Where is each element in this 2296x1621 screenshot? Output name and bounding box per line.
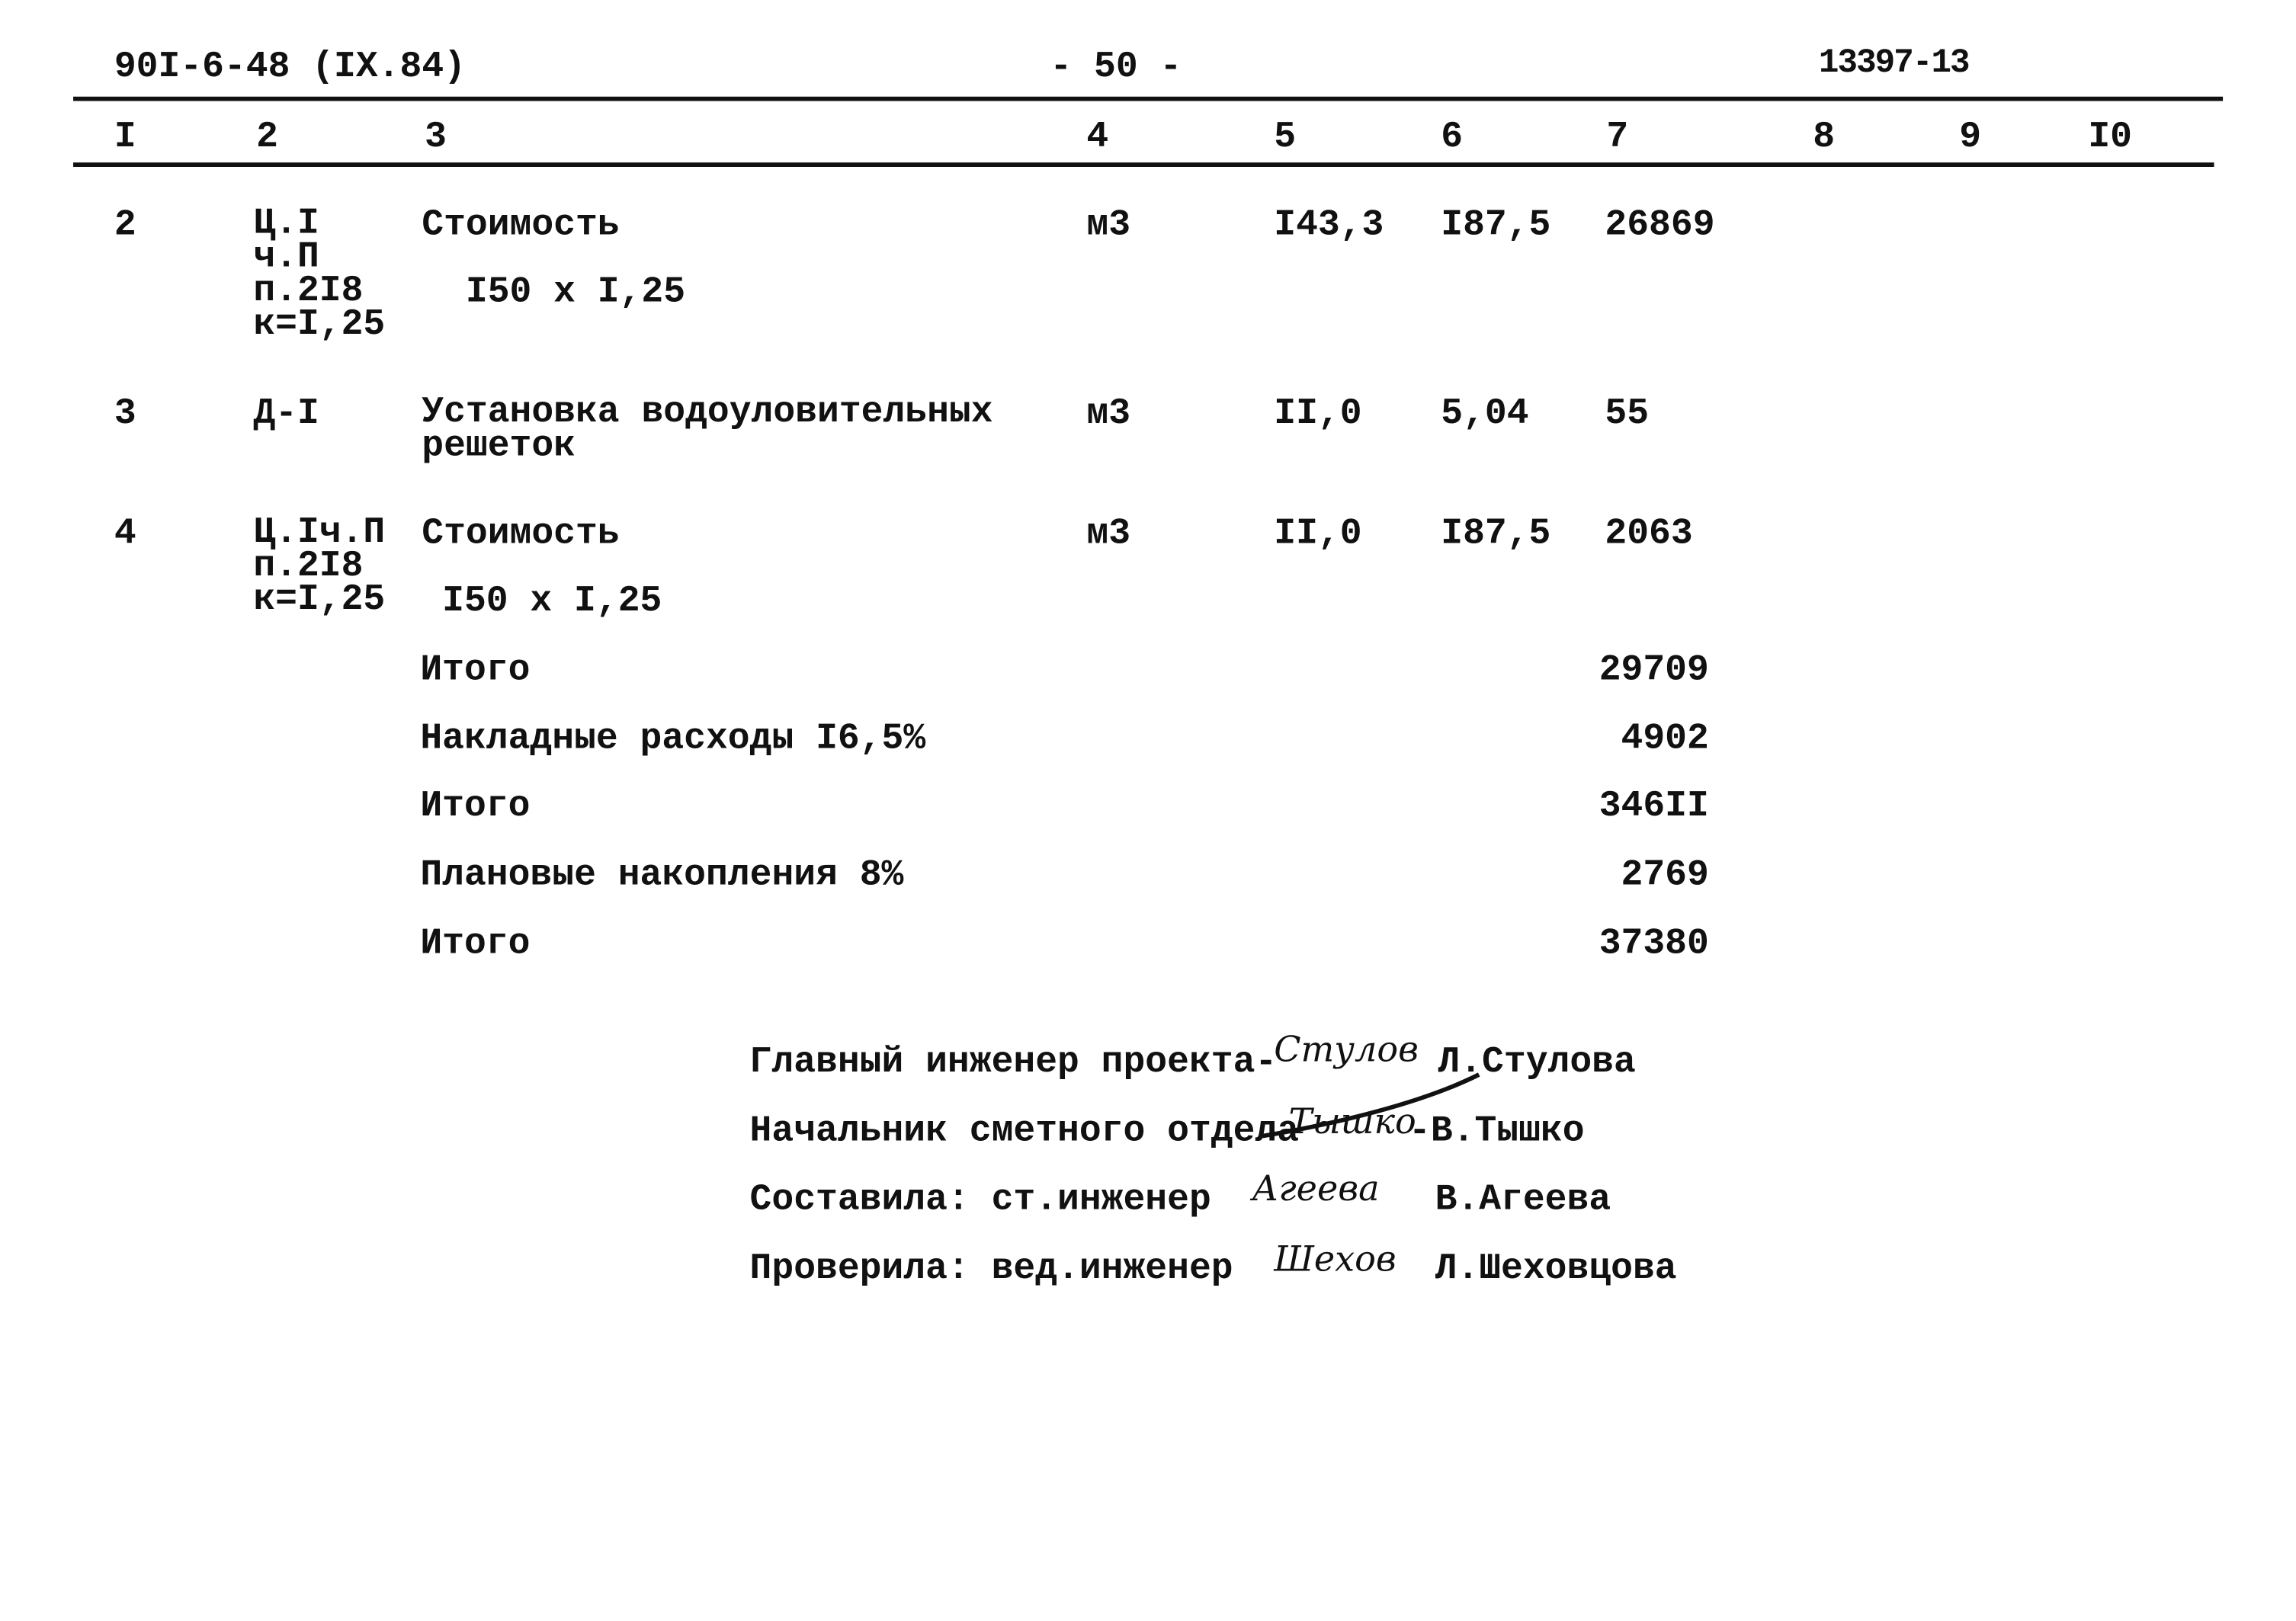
item-name — [422, 390, 993, 467]
row-number: 4 — [114, 512, 136, 556]
ref-line: к=I,25 — [253, 303, 386, 346]
totals-value: 4902 — [1621, 717, 1709, 760]
signer-role: Составила: ст.инженер — [749, 1178, 1211, 1222]
row-number: 2 — [114, 203, 136, 246]
total-cost: 2063 — [1605, 512, 1693, 556]
column-header: 7 — [1606, 115, 1629, 159]
unit: м3 — [1086, 512, 1131, 556]
ref-line: к=I,25 — [253, 578, 386, 621]
row-number: 3 — [114, 392, 136, 435]
handwritten-signature: Шехов — [1274, 1238, 1397, 1280]
column-header: 4 — [1086, 115, 1109, 159]
totals-label: Итого — [420, 784, 531, 828]
totals-value: 37380 — [1599, 922, 1709, 965]
price-reference — [253, 511, 386, 621]
doc-code: 90I-6-48 (IX.84) — [114, 45, 466, 88]
signer-role: Начальник сметного отдела — [749, 1110, 1300, 1152]
header-rule — [73, 162, 2214, 167]
signer-name: Л.Стулова — [1438, 1040, 1636, 1084]
signer-role: Проверила: вед.инженер — [749, 1247, 1233, 1290]
total-cost: 26869 — [1605, 203, 1715, 246]
column-header: I0 — [2088, 115, 2133, 159]
quantity: I43,3 — [1274, 203, 1384, 246]
ref-line: Ц.Iч.П — [253, 511, 386, 554]
quantity: II,0 — [1274, 512, 1362, 556]
column-header: 9 — [1959, 115, 1982, 159]
total-cost: 55 — [1605, 392, 1650, 435]
item-formula: I50 x I,25 — [465, 271, 686, 314]
signer-role: Главный инженер проекта- — [749, 1040, 1278, 1084]
unit: м3 — [1086, 392, 1131, 435]
page-number: - 50 - — [1050, 45, 1182, 88]
price-reference — [253, 202, 386, 346]
unit: м3 — [1086, 203, 1131, 246]
top-rule — [73, 97, 2223, 101]
totals-label: Накладные расходы I6,5% — [420, 717, 926, 760]
column-header: 6 — [1441, 115, 1464, 159]
totals-value: 2769 — [1621, 853, 1709, 896]
totals-label: Плановые накопления 8% — [420, 853, 904, 896]
unit-price: I87,5 — [1441, 203, 1551, 246]
column-header: 5 — [1274, 115, 1297, 159]
column-header: 8 — [1813, 115, 1836, 159]
column-header: 2 — [256, 115, 279, 159]
signer-name: -В.Тышко — [1409, 1110, 1585, 1152]
item-name: Стоимость — [422, 512, 620, 556]
handwritten-signature: Агеева — [1252, 1168, 1380, 1209]
ref-line: п.2I8 — [253, 269, 364, 312]
totals-value: 346II — [1599, 784, 1709, 828]
item-name-line: решеток — [422, 424, 576, 467]
ref-line: Ц.I — [253, 202, 319, 245]
totals-label: Итого — [420, 922, 531, 965]
handwritten-signature: Стулов — [1274, 1029, 1419, 1071]
unit-price: I87,5 — [1441, 512, 1551, 556]
item-formula: I50 x I,25 — [442, 579, 662, 623]
item-name-line: Установка водоуловительных — [422, 390, 993, 434]
handwritten-signature: Тышко — [1288, 1100, 1416, 1142]
price-reference: Д-I — [253, 392, 319, 435]
quantity: II,0 — [1274, 392, 1362, 435]
column-header: 3 — [425, 115, 447, 159]
ref-line: ч.П — [253, 235, 319, 278]
item-name: Стоимость — [422, 203, 620, 246]
column-header: I — [114, 115, 136, 159]
archive-number: 13397-13 — [1818, 43, 1969, 82]
totals-value: 29709 — [1599, 649, 1709, 691]
unit-price: 5,04 — [1441, 392, 1529, 435]
totals-label: Итого — [420, 649, 531, 691]
ref-line: п.2I8 — [253, 544, 364, 588]
signer-name: В.Агеева — [1435, 1178, 1611, 1222]
signer-name: Л.Шеховцова — [1435, 1247, 1677, 1290]
